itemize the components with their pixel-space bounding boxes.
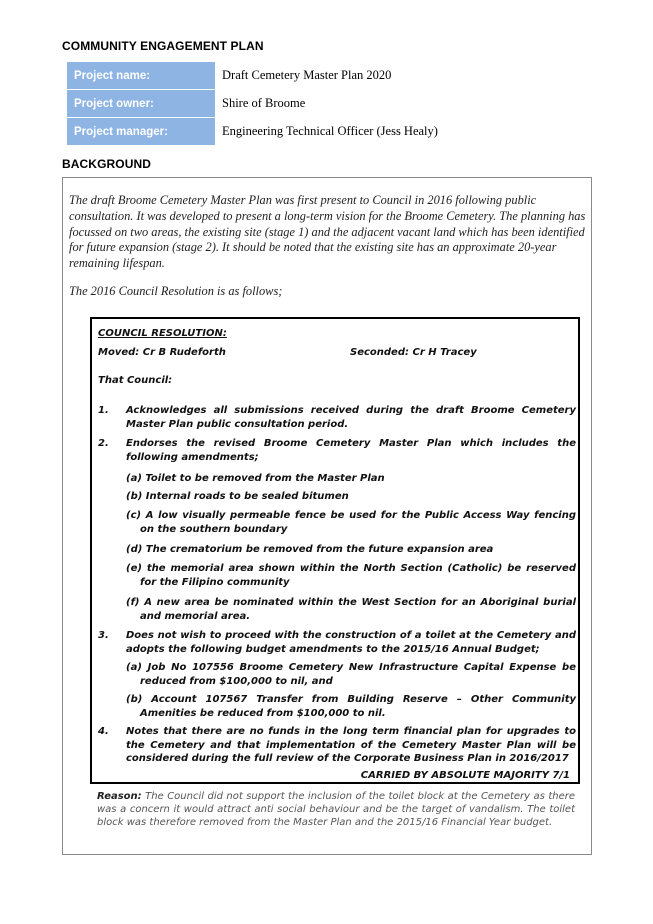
council-resolution-box — [90, 317, 580, 784]
resolution-intro: The 2016 Council Resolution is as follows; — [69, 284, 283, 298]
sub-item-text: (c) A low visually permeable fence be used for the Public Access Way fencing on the southern boundary — [126, 510, 576, 535]
project-row-name — [67, 62, 438, 90]
sub-item — [126, 693, 576, 720]
item-text: Acknowledges all submissions received during the draft Broome Cemetery Master Plan public consultation period. — [126, 405, 576, 430]
resolution-item — [98, 437, 576, 464]
sub-item — [126, 661, 576, 688]
resolution-item — [98, 629, 576, 656]
moved-by: Moved: Cr B Rudeforth — [98, 347, 226, 358]
sub-item — [126, 596, 576, 623]
item-number: 3. — [98, 630, 109, 641]
item-text: Does not wish to proceed with the construction of a toilet at the Cemetery and adopts the following budget amendments to the 2015/16 Annual Budget; — [126, 630, 576, 655]
item-number: 4. — [98, 726, 109, 737]
sub-item — [126, 543, 576, 557]
background-intro: The draft Broome Cemetery Master Plan was first present to Council in 2016 following public consultation. It was developed to present a long-term vision for the Broome Cemetery. The planning has focussed on two areas, the existing site (stage 1) and the adjacent vacant land which has been identified for future expansion (stage 2). It should be noted that the existing site has an approximate 20-year remaining lifespan. — [69, 193, 586, 271]
sub-item-text: (b) Account 107567 Transfer from Building Reserve – Other Community Amenities be reduced from $100,000 to nil. — [126, 694, 576, 719]
project-owner-label: Project owner: — [67, 90, 215, 118]
resolution-item — [98, 725, 576, 766]
background-box — [62, 177, 592, 855]
sub-item — [126, 562, 576, 589]
plan-title: COMMUNITY ENGAGEMENT PLAN — [62, 39, 264, 53]
resolution-heading: COUNCIL RESOLUTION: — [98, 328, 227, 339]
that-council: That Council: — [98, 375, 173, 386]
project-manager-label: Project manager: — [67, 118, 215, 146]
reason-text: The Council did not support the inclusion of the toilet block at the Cemetery as there was a concern it would attract anti social behaviour and be the target of vandalism. The toilet block was therefore removed from the Master Plan and the 2015/16 Financial Year budget. — [97, 791, 575, 828]
reason-paragraph — [97, 790, 575, 829]
project-manager-value: Engineering Technical Officer (Jess Healy) — [222, 123, 438, 138]
project-row-owner — [67, 90, 438, 118]
background-title: BACKGROUND — [62, 157, 151, 171]
project-name-label: Project name: — [67, 62, 215, 90]
carried-status: CARRIED BY ABSOLUTE MAJORITY 7/1 — [360, 770, 570, 781]
seconded-by: Seconded: Cr H Tracey — [350, 347, 477, 358]
project-row-manager — [67, 118, 438, 146]
resolution-item — [98, 404, 576, 431]
sub-item-text: (d) The crematorium be removed from the future expansion area — [126, 544, 494, 555]
sub-item-text: (a) Job No 107556 Broome Cemetery New Infrastructure Capital Expense be reduced from $100,000 to nil, and — [126, 662, 576, 687]
sub-item-text: (e) the memorial area shown within the North Section (Catholic) be reserved for the Filipino community — [126, 563, 576, 588]
sub-item-text: (a) Toilet to be removed from the Master Plan — [126, 473, 385, 484]
item-text: Notes that there are no funds in the long term financial plan for upgrades to the Cemetery and that implementation of the Cemetery Master Plan will be considered during the full review of the Corporate Business Plan in 2016/2017 — [126, 726, 576, 764]
project-owner-value: Shire of Broome — [222, 96, 306, 110]
item-number: 2. — [98, 438, 109, 449]
sub-item — [126, 490, 576, 504]
project-details-table — [67, 62, 438, 145]
project-name-value: Draft Cemetery Master Plan 2020 — [222, 68, 392, 83]
sub-item — [126, 509, 576, 536]
reason-label: Reason: — [97, 791, 142, 802]
sub-item-text: (b) Internal roads to be sealed bitumen — [126, 491, 349, 502]
sub-item — [126, 472, 576, 486]
sub-item-text: (f) A new area be nominated within the West Section for an Aboriginal burial and memorial area. — [126, 597, 576, 622]
item-number: 1. — [98, 405, 109, 416]
item-text: Endorses the revised Broome Cemetery Master Plan which includes the following amendments; — [126, 438, 576, 463]
